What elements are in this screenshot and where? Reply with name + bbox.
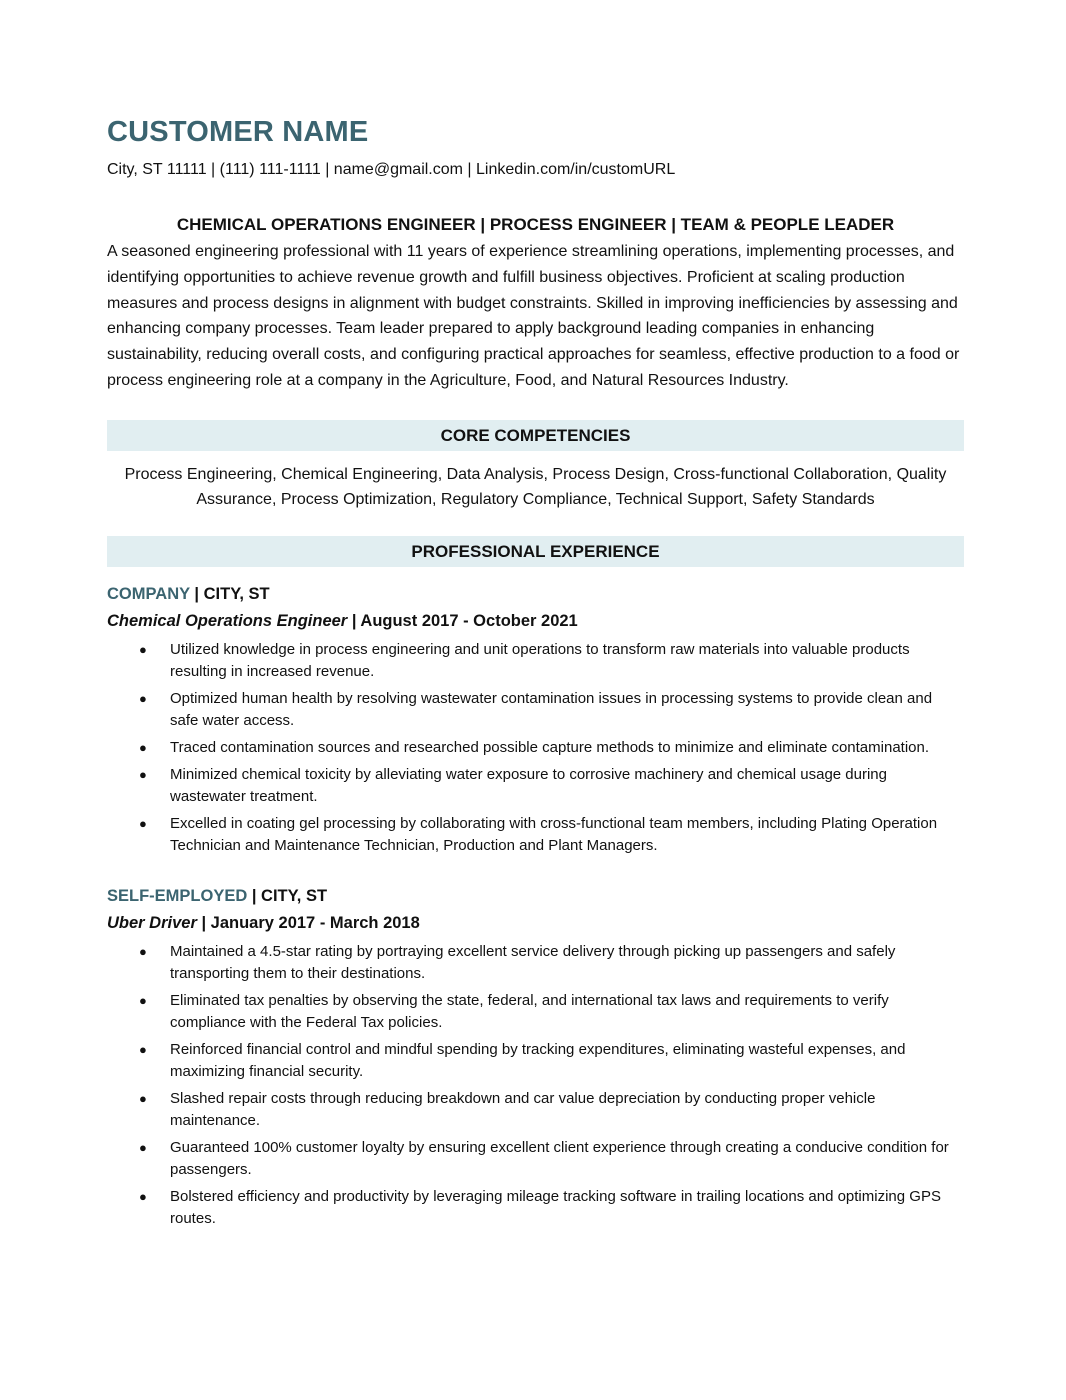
- list-item: [107, 639, 964, 683]
- job-title: Chemical Operations Engineer: [107, 611, 348, 630]
- core-competencies-list: Process Engineering, Chemical Engineering, Data Analysis, Process Design, Cross-functional Collaboration, Quality Assurance, Process Optimization, Regulatory Compliance, Technical Support, Safety Standards: [124, 465, 947, 508]
- professional-experience-heading: PROFESSIONAL EXPERIENCE: [107, 536, 964, 567]
- job-dates: | January 2017 - March 2018: [196, 913, 420, 932]
- bullet-icon: ●: [139, 690, 147, 706]
- bullet-text: Eliminated tax penalties by observing the state, federal, and international tax laws and requirements to verify compliance with the Federal Tax policies.: [170, 991, 889, 1031]
- achievement-list: [107, 639, 964, 857]
- bullet-icon: ●: [139, 641, 147, 657]
- company-line: [107, 883, 964, 909]
- job-dates: | August 2017 - October 2021: [347, 611, 578, 630]
- bullet-icon: ●: [139, 943, 147, 959]
- list-item: [107, 1088, 964, 1132]
- bullet-text: Guaranteed 100% customer loyalty by ensuring excellent client experience through creating a conducive condition for passengers.: [170, 1138, 949, 1178]
- bullet-icon: ●: [139, 766, 147, 782]
- core-competencies-heading: CORE COMPETENCIES: [107, 420, 964, 451]
- list-item: [107, 764, 964, 808]
- bullet-text: Optimized human health by resolving wastewater contamination issues in processing systems to provide clean and safe water access.: [170, 689, 933, 729]
- job-entry: [107, 883, 964, 1230]
- bullet-icon: ●: [139, 992, 147, 1008]
- company-name: SELF-EMPLOYED: [107, 886, 248, 905]
- list-item: [107, 941, 964, 985]
- job-title: Uber Driver: [107, 913, 197, 932]
- list-item: [107, 688, 964, 732]
- bullet-icon: ●: [139, 739, 147, 755]
- bullet-text: Traced contamination sources and researched possible capture methods to minimize and eliminate contamination.: [170, 738, 930, 756]
- contact-line: City, ST 11111 | (111) 111-1111 | name@gmail.com | Linkedin.com/in/customURL: [107, 161, 676, 178]
- bullet-icon: ●: [139, 1139, 147, 1155]
- bullet-text: Maintained a 4.5-star rating by portraying excellent service delivery through picking up passengers and safely transporting them to their destinations.: [170, 942, 896, 982]
- company-location: | CITY, ST: [247, 886, 328, 905]
- bullet-text: Reinforced financial control and mindful spending by tracking expenditures, eliminating wasteful expenses, and maximizing financial security.: [170, 1040, 906, 1080]
- candidate-name: CUSTOMER NAME: [107, 116, 369, 148]
- list-item: [107, 1039, 964, 1083]
- company-location: | CITY, ST: [189, 584, 270, 603]
- bullet-icon: ●: [139, 1090, 147, 1106]
- resume-page: [107, 112, 964, 1235]
- list-item: [107, 1137, 964, 1181]
- bullet-text: Excelled in coating gel processing by collaborating with cross-functional team members, including Plating Operation Technician and Maintenance Technician, Production and Plant Managers.: [170, 814, 938, 854]
- list-item: [107, 1186, 964, 1230]
- bullet-text: Utilized knowledge in process engineering and unit operations to transform raw materials into valuable products resulting in increased revenue.: [170, 640, 910, 680]
- professional-summary: A seasoned engineering professional with 11 years of experience streamlining operations, implementing processes, and identifying opportunities to achieve revenue growth and fulfill business objectives. Proficient at scaling production measures and process designs in alignment with budget constraints. Skilled in improving inefficiencies by assessing and enhancing company processes. Team leader prepared to apply background leading companies in enhancing sustainability, reducing overall costs, and configuring practical approaches for seamless, effective production to a food or process engineering role at a company in the Agriculture, Food, and Natural Resources Industry.: [107, 243, 960, 389]
- job-entry: [107, 581, 964, 857]
- company-name: COMPANY: [107, 584, 190, 603]
- list-item: [107, 737, 964, 759]
- list-item: [107, 990, 964, 1034]
- bullet-icon: ●: [139, 1041, 147, 1057]
- bullet-text: Minimized chemical toxicity by alleviating water exposure to corrosive machinery and chemical usage during wastewater treatment.: [170, 765, 887, 805]
- company-line: [107, 581, 964, 607]
- bullet-text: Slashed repair costs through reducing breakdown and car value depreciation by conducting proper vehicle maintenance.: [170, 1089, 876, 1129]
- list-item: [107, 813, 964, 857]
- bullet-icon: ●: [139, 815, 147, 831]
- bullet-text: Bolstered efficiency and productivity by leveraging mileage tracking software in trailing locations and optimizing GPS routes.: [170, 1187, 941, 1227]
- achievement-list: [107, 941, 964, 1230]
- role-line: [107, 910, 964, 936]
- role-line: [107, 608, 964, 634]
- professional-headline: CHEMICAL OPERATIONS ENGINEER | PROCESS ENGINEER | TEAM & PEOPLE LEADER: [176, 215, 895, 234]
- bullet-icon: ●: [139, 1188, 147, 1204]
